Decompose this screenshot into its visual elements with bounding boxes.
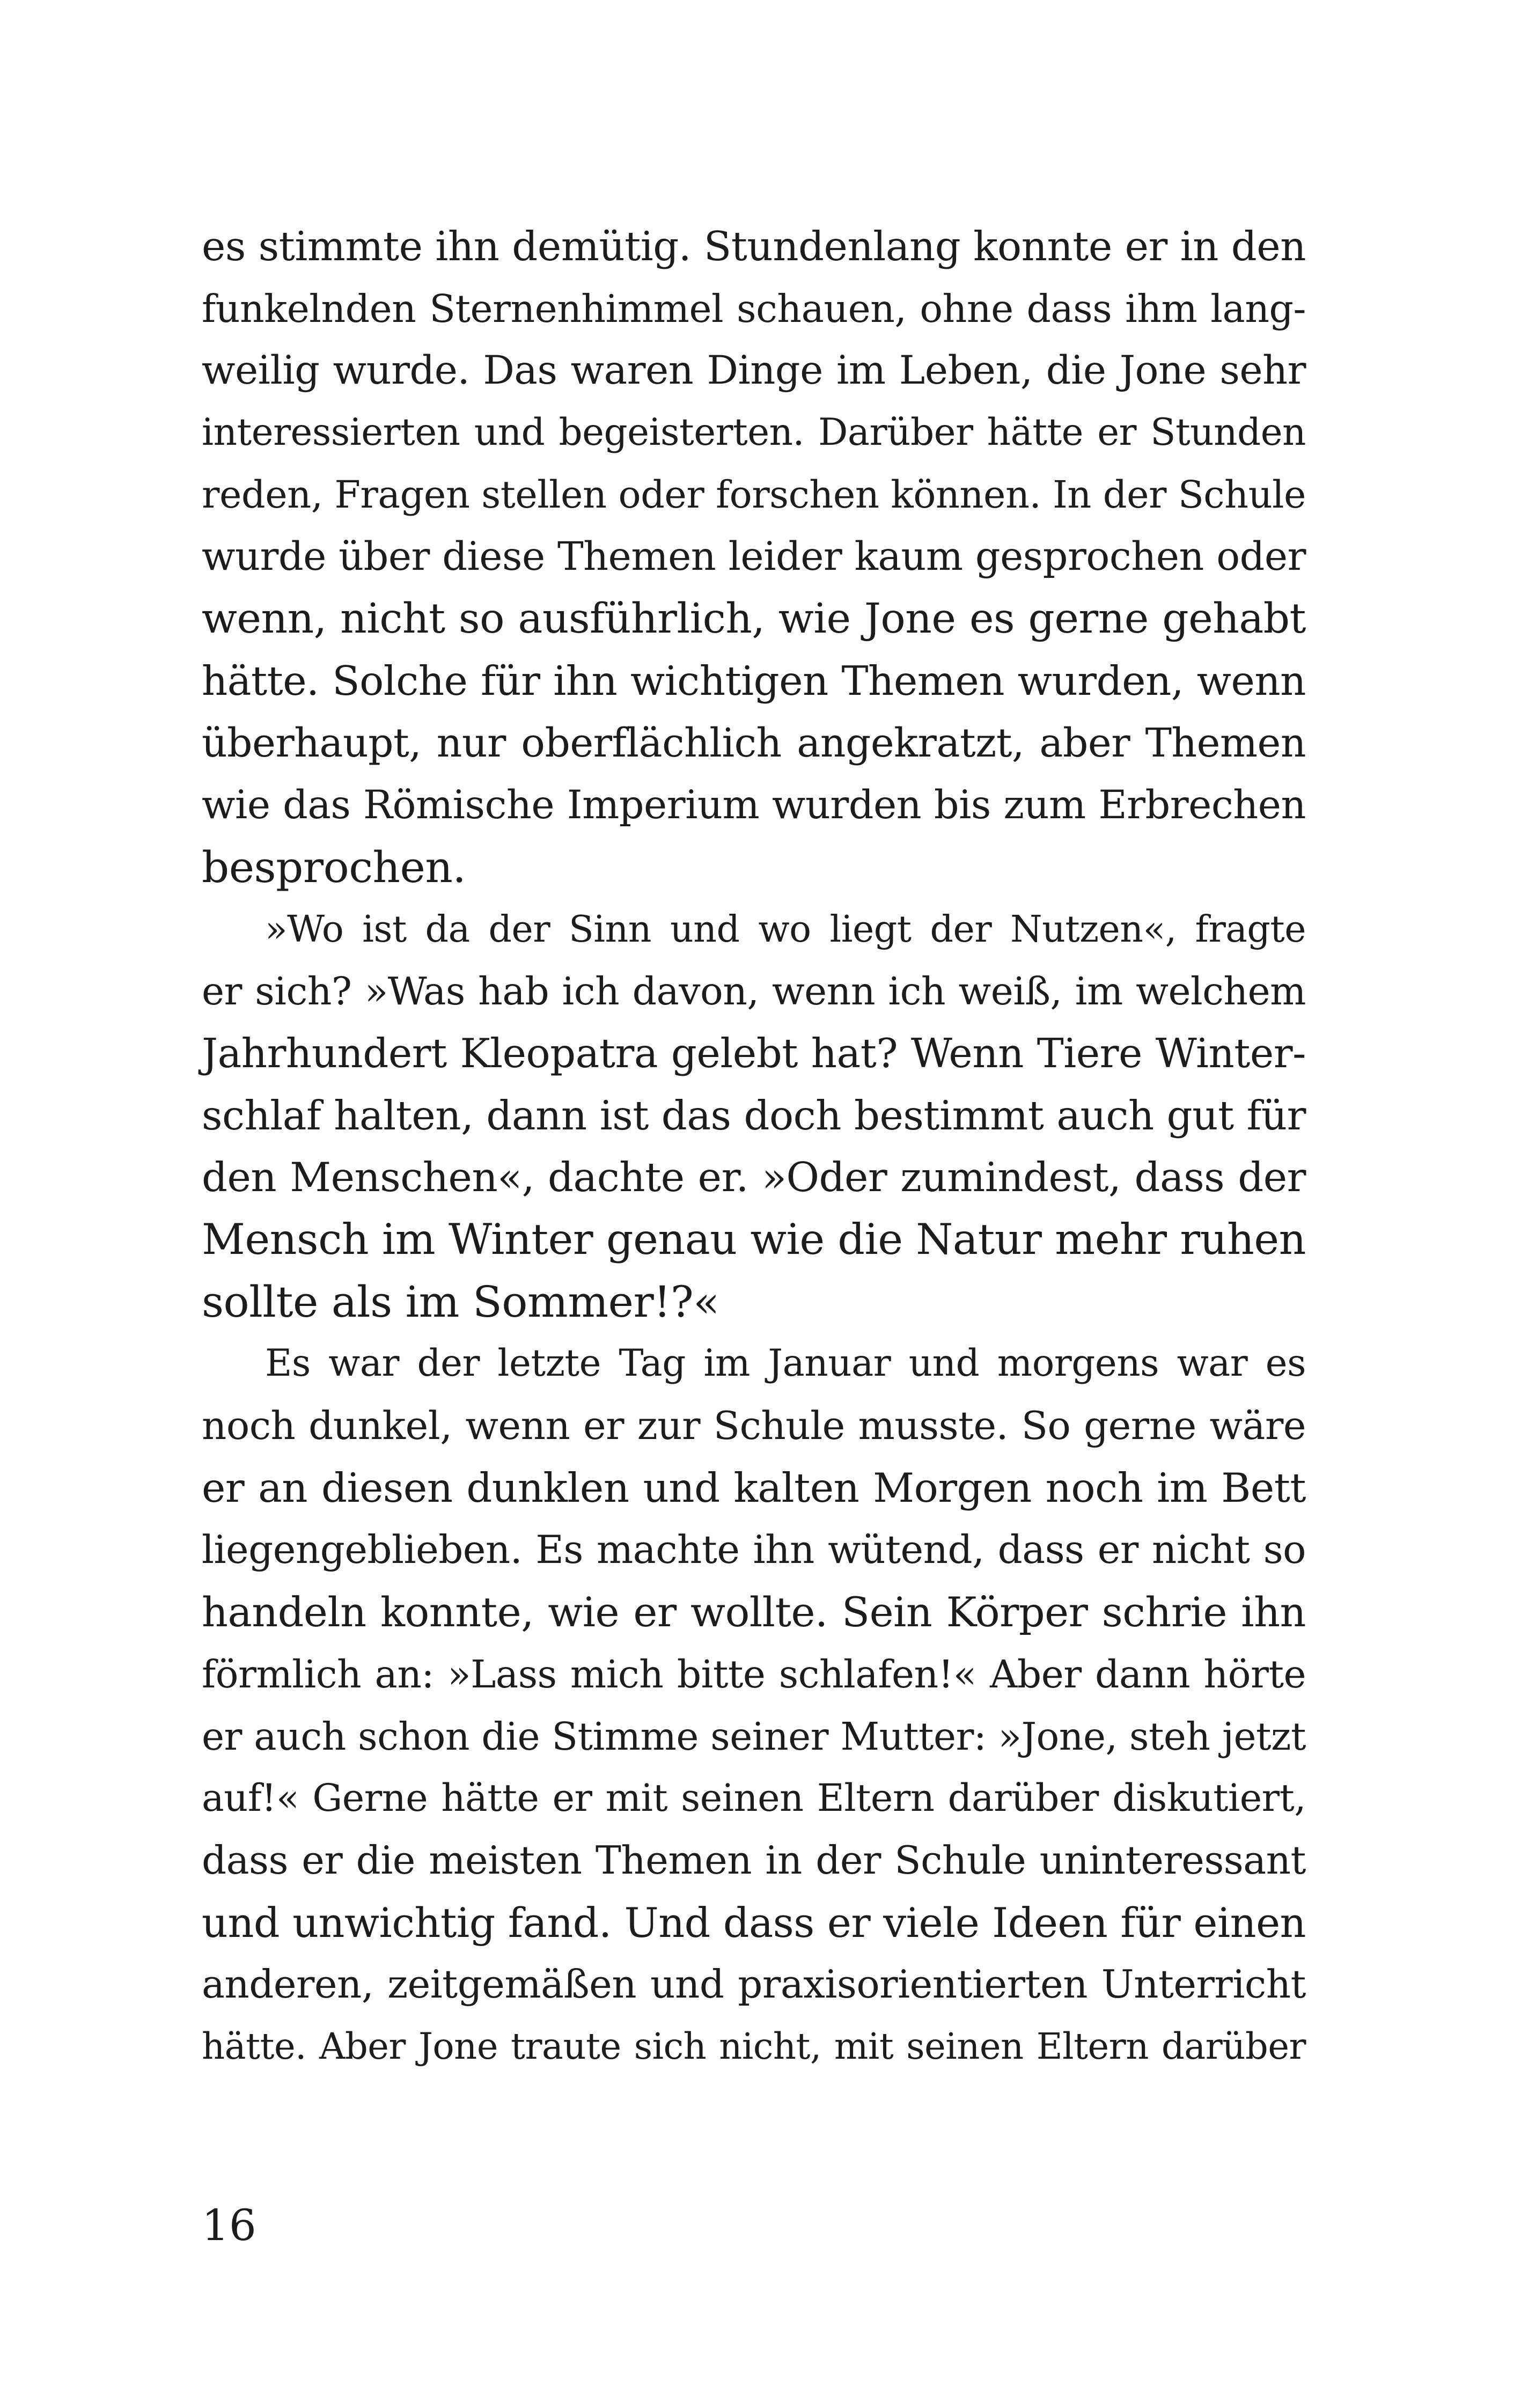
text-line: wurde über diese Themen leider kaum gesprochen oder	[202, 534, 1306, 580]
page-number: 16	[202, 2200, 256, 2250]
text-line: Es war der letzte Tag im Januar und morgens war es	[265, 1342, 1306, 1385]
text-line: »Wo ist da der Sinn und wo liegt der Nutzen«, fragte	[265, 908, 1306, 951]
text-line: und unwichtig fand. Und dass er viele Ideen für einen	[202, 1898, 1306, 1947]
text-line: wenn, nicht so ausführlich, wie Jone es gerne gehabt	[202, 595, 1306, 643]
body-text	[202, 216, 1306, 2078]
text-line: auf!« Gerne hätte er mit seinen Eltern darüber diskutiert,	[202, 1776, 1306, 1820]
text-line: reden, Fragen stellen oder forschen können. In der Schule	[202, 472, 1306, 517]
text-line: es stimmte ihn demütig. Stundenlang konnte er in den	[202, 223, 1306, 270]
text-line: wie das Römische Imperium wurden bis zum Erbrechen	[202, 782, 1306, 828]
text-line: dass er die meisten Themen in der Schule uninteressant	[202, 1837, 1306, 1883]
text-line: besprochen.	[202, 842, 466, 892]
text-line: er sich? »Was hab ich davon, wenn ich weiß, im welchem	[202, 969, 1306, 1014]
text-line: er an diesen dunklen und kalten Morgen noch im Bett	[202, 1464, 1306, 1511]
text-line: den Menschen«, dachte er. »Oder zumindest, dass der	[202, 1154, 1306, 1201]
text-line: noch dunkel, wenn er zur Schule musste. So gerne wäre	[202, 1403, 1306, 1449]
text-line: überhaupt, nur oberflächlich angekratzt, aber Themen	[202, 720, 1306, 766]
text-line: Mensch im Winter genau wie die Natur mehr ruhen	[202, 1215, 1306, 1264]
text-line: liegengeblieben. Es machte ihn wütend, dass er nicht so	[202, 1527, 1306, 1573]
text-line: anderen, zeitgemäßen und praxisorientierten Unterricht	[202, 1962, 1306, 2007]
text-line: förmlich an: »Lass mich bitte schlafen!« Aber dann hörte	[202, 1651, 1306, 1697]
text-line: funkelnden Sternenhimmel schauen, ohne dass ihm lang-	[202, 286, 1306, 331]
text-line: weilig wurde. Das waren Dinge im Leben, die Jone sehr	[202, 348, 1306, 394]
text-line: hätte. Aber Jone traute sich nicht, mit seinen Eltern darüber	[202, 2025, 1306, 2067]
text-line: hätte. Solche für ihn wichtigen Themen wurden, wenn	[202, 657, 1306, 704]
text-line: schlaf halten, dann ist das doch bestimmt auch gut für	[202, 1091, 1306, 1139]
text-line: handeln konnte, wie er wollte. Sein Körper schrie ihn	[202, 1588, 1306, 1636]
text-line: interessierten und begeisterten. Darüber hätte er Stunden	[202, 411, 1306, 454]
text-line: Jahrhundert Kleopatra gelebt hat? Wenn Tiere Winter-	[202, 1029, 1306, 1077]
text-line: er auch schon die Stimme seiner Mutter: »Jone, steh jetzt	[202, 1714, 1306, 1759]
text-line: sollte als im Sommer!?«	[202, 1276, 719, 1327]
